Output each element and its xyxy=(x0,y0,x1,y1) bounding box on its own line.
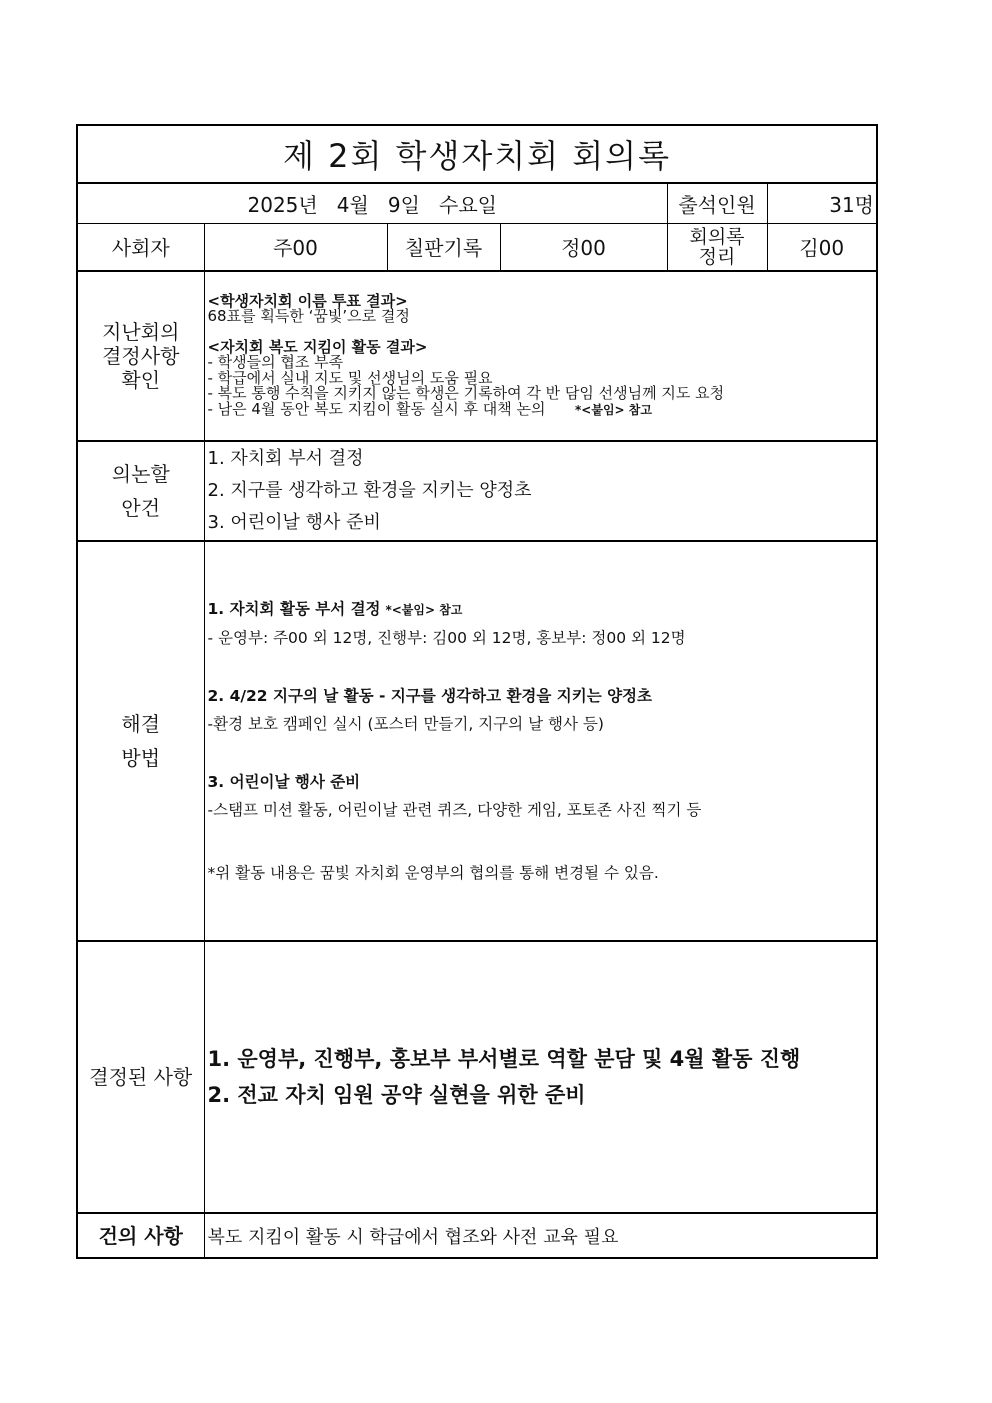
attachment-reference: *<붙임> 참고 xyxy=(575,402,652,417)
solution-item-title xyxy=(208,595,877,624)
suggestion-value: 복도 지킴이 활동 시 학급에서 협조와 사전 교육 필요 xyxy=(204,1213,877,1258)
solution-item-detail: - 운영부: 주00 외 12명, 진행부: 김00 외 12명, 홍보부: 정00 외 12명 xyxy=(207,629,686,647)
board-recorder-value: 정00 xyxy=(500,223,667,271)
list-item xyxy=(207,399,877,419)
list-item-text: - 남은 4월 동안 복도 지킴이 활동 실시 후 대책 논의 xyxy=(207,399,546,418)
solution-item-title: 3. 어린이날 행사 준비 xyxy=(207,773,361,791)
moderator-value: 주00 xyxy=(204,223,387,271)
agenda-label xyxy=(77,441,204,541)
minutes-writer-value: 김00 xyxy=(767,223,877,271)
solution-content xyxy=(204,541,877,941)
label-line: 안건 xyxy=(121,496,161,520)
section-title: <자치회 복도 지킴이 활동 결과> xyxy=(207,337,428,356)
label-line: 지난회의 xyxy=(102,320,180,344)
document-title: 제 2회 학생자치회 회의록 xyxy=(77,125,877,183)
decided-item: 1. 운영부, 진행부, 홍보부 부서별로 역할 분담 및 4월 활동 진행 xyxy=(207,1047,801,1071)
attendance-value: 31명 xyxy=(767,183,877,223)
minutes-writer-label xyxy=(667,223,767,271)
list-item: - 학생들의 협조 부족 xyxy=(207,353,344,372)
solution-label xyxy=(77,541,204,941)
attachment-reference: *<붙임> 참고 xyxy=(385,603,463,617)
meeting-date: 2025년 4월 9일 수요일 xyxy=(77,183,667,223)
decided-content xyxy=(204,941,877,1213)
item-title-text: 1. 자치회 활동 부서 결정 xyxy=(207,600,381,618)
moderator-label: 사회자 xyxy=(77,223,204,271)
agenda-content xyxy=(204,441,877,541)
solution-item-detail: -스탬프 미션 활동, 어린이날 관련 퀴즈, 다양한 게임, 포토존 사진 찍기 등 xyxy=(207,801,702,819)
list-item: - 학급에서 실내 지도 및 선생님의 도움 필요 xyxy=(207,368,493,387)
solution-item-title: 2. 4/22 지구의 날 활동 - 지구를 생각하고 환경을 지키는 양정초 xyxy=(207,687,652,705)
solution-note: *위 활동 내용은 꿈빛 자치회 운영부의 협의를 통해 변경될 수 있음. xyxy=(207,864,659,882)
suggestion-label: 건의 사항 xyxy=(77,1213,204,1258)
agenda-item: 1. 자치회 부서 결정 xyxy=(207,448,364,469)
agenda-item: 2. 지구를 생각하고 환경을 지키는 양정초 xyxy=(207,480,532,501)
decided-item: 2. 전교 자치 임원 공약 실현을 위한 준비 xyxy=(207,1083,586,1107)
label-line: 결정사항 xyxy=(102,344,180,368)
minutes-table xyxy=(76,124,878,1259)
attendance-label: 출석인원 xyxy=(667,183,767,223)
minutes-writer-label-line2: 정리 xyxy=(698,245,736,268)
previous-decisions-content xyxy=(204,271,877,441)
section-title: <학생자치회 이름 투표 결과> xyxy=(207,291,408,310)
section-line: 68표를 획득한 ‘꿈빛’으로 결정 xyxy=(207,307,410,326)
previous-decisions-label xyxy=(77,271,204,441)
label-line: 해결 xyxy=(121,712,161,736)
label-line: 의논할 xyxy=(111,462,170,486)
solution-item-detail: -환경 보호 캠페인 실시 (포스터 만들기, 지구의 날 행사 등) xyxy=(207,715,604,733)
label-line: 방법 xyxy=(121,746,161,770)
minutes-document xyxy=(76,124,876,1259)
list-item: - 복도 통행 수칙을 지키지 않는 학생은 기록하여 각 반 담임 선생님께 지도 요청 xyxy=(207,384,725,403)
minutes-writer-label-line1: 회의록 xyxy=(689,225,745,248)
decided-label: 결정된 사항 xyxy=(77,941,204,1213)
agenda-item: 3. 어린이날 행사 준비 xyxy=(207,512,381,533)
board-recorder-label: 칠판기록 xyxy=(387,223,500,271)
label-line: 확인 xyxy=(121,368,161,392)
